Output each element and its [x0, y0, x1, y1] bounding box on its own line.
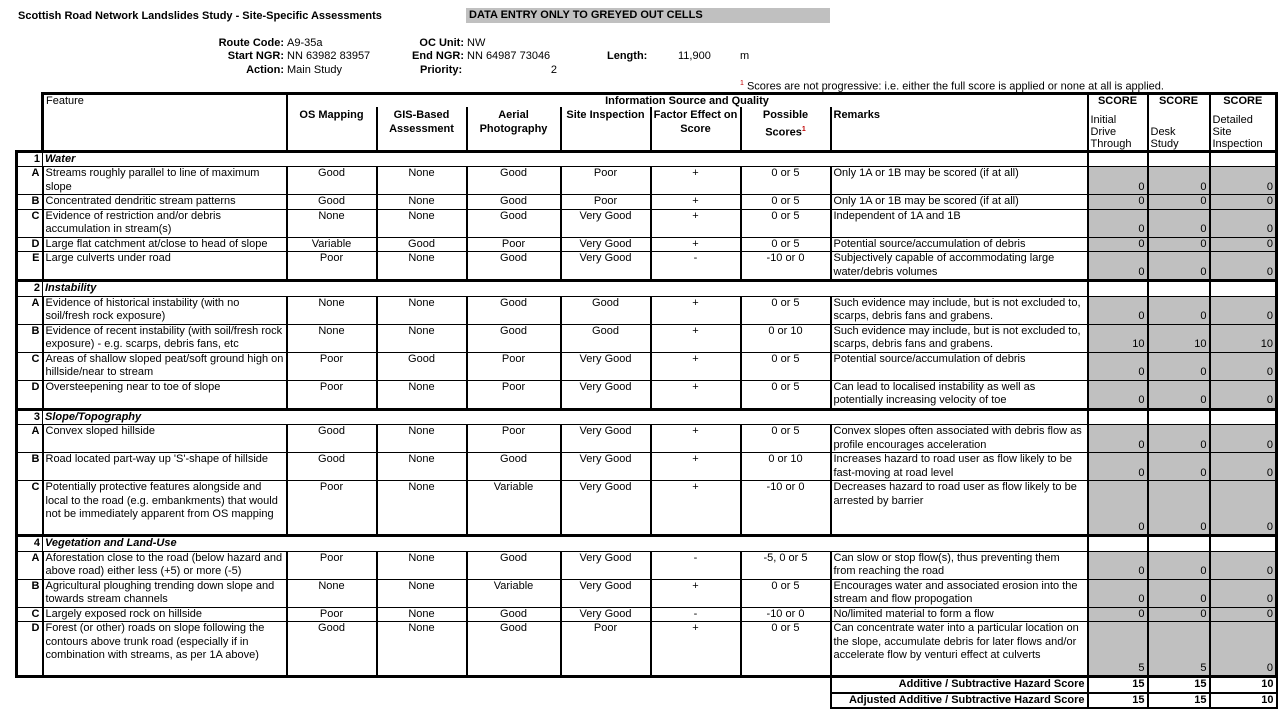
os-mapping-cell: Good: [287, 195, 377, 210]
possible-scores-cell: -10 or 0: [741, 607, 831, 622]
feature-cell: Large culverts under road: [43, 252, 287, 281]
aerial-cell: Good: [467, 195, 561, 210]
aerial-cell: Poor: [467, 237, 561, 252]
site-inspection-cell: Very Good: [561, 607, 651, 622]
score-initial-drive-input[interactable]: 0: [1088, 237, 1148, 252]
section-number: 2: [17, 281, 43, 297]
total-s3-value: 10: [1210, 677, 1277, 693]
possible-scores-cell: 0 or 5: [741, 167, 831, 195]
totals-label: Adjusted Additive / Subtractive Hazard Score: [831, 693, 1088, 709]
totals-spacer: [17, 677, 831, 693]
section-score-spacer: [1088, 409, 1148, 425]
feature-cell: Potentially protective features alongside and local to the road (e.g. embankments) that would not be immediately apparent from OS mapping: [43, 481, 287, 536]
table-row: [17, 551, 1277, 579]
possible-scores-cell: 0 or 5: [741, 380, 831, 409]
feature-cell: Evidence of restriction and/or debris accumulation in stream(s): [43, 209, 287, 237]
score-initial-drive-input[interactable]: 0: [1088, 453, 1148, 481]
header-row-1: [17, 94, 1277, 108]
table-row: [17, 380, 1277, 409]
factor-effect-cell: +: [651, 237, 741, 252]
aerial-cell: Good: [467, 167, 561, 195]
score-initial-drive-input[interactable]: 0: [1088, 380, 1148, 409]
score-initial-drive-input[interactable]: 0: [1088, 481, 1148, 536]
totals-row: [17, 677, 1277, 693]
score2-label: SCORE: [1148, 94, 1210, 108]
feature-cell: Road located part-way up 'S'-shape of hillside: [43, 453, 287, 481]
remarks-cell: Convex slopes often associated with debris flow as profile encourages acceleration: [831, 425, 1088, 453]
length-unit: m: [740, 50, 750, 62]
route-code-label: Route Code:: [218, 37, 284, 49]
col-site-inspection: Site Inspection: [561, 107, 651, 151]
total-s1-value: 15: [1088, 693, 1148, 709]
factor-effect-cell: +: [651, 195, 741, 210]
remarks-cell: Potential source/accumulation of debris: [831, 237, 1088, 252]
feature-cell: Large flat catchment at/close to head of slope: [43, 237, 287, 252]
section-score-spacer: [1210, 151, 1277, 167]
possible-scores-cell: 0 or 5: [741, 209, 831, 237]
row-id: C: [17, 352, 43, 380]
score-detailed-site-input[interactable]: 0: [1210, 209, 1277, 237]
feature-cell: Agricultural ploughing trending down slope and towards stream channels: [43, 579, 287, 607]
table-row: [17, 195, 1277, 210]
remarks-cell: Can slow or stop flow(s), thus preventing them from reaching the road: [831, 551, 1088, 579]
remarks-cell: Can concentrate water into a particular location on the slope, accumulate debris for later flows and/or accelerate flow by venturi effect at culverts: [831, 622, 1088, 677]
score-desk-study-input[interactable]: 0: [1148, 453, 1210, 481]
score-desk-study-input[interactable]: 5: [1148, 622, 1210, 677]
os-mapping-cell: Poor: [287, 551, 377, 579]
row-id: A: [17, 167, 43, 195]
score-desk-study-input[interactable]: 10: [1148, 324, 1210, 352]
remarks-cell: Increases hazard to road user as flow likely to be fast-moving at road level: [831, 453, 1088, 481]
factor-effect-cell: +: [651, 296, 741, 324]
factor-effect-cell: +: [651, 209, 741, 237]
section-name: Slope/Topography: [43, 409, 1088, 425]
row-id: A: [17, 296, 43, 324]
factor-effect-cell: +: [651, 453, 741, 481]
score-desk-study-input[interactable]: 0: [1148, 195, 1210, 210]
feature-cell: Evidence of recent instability (with soil/fresh rock exposure) - e.g. scarps, debris fans, etc: [43, 324, 287, 352]
row-id: D: [17, 237, 43, 252]
remarks-cell: Encourages water and associated erosion into the stream and flow propogation: [831, 579, 1088, 607]
factor-effect-cell: +: [651, 352, 741, 380]
os-mapping-cell: None: [287, 324, 377, 352]
table-row: [17, 579, 1277, 607]
feature-cell: Oversteepening near to toe of slope: [43, 380, 287, 409]
site-inspection-cell: Very Good: [561, 425, 651, 453]
site-inspection-cell: Poor: [561, 195, 651, 210]
site-inspection-cell: Very Good: [561, 209, 651, 237]
score-initial-drive-input[interactable]: 0: [1088, 579, 1148, 607]
score-desk-study-input[interactable]: 0: [1148, 252, 1210, 281]
aerial-cell: Good: [467, 296, 561, 324]
gis-cell: None: [377, 195, 467, 210]
score-initial-drive-input[interactable]: 0: [1088, 167, 1148, 195]
section-row: [17, 151, 1277, 167]
section-number: 3: [17, 409, 43, 425]
remarks-cell: Independent of 1A and 1B: [831, 209, 1088, 237]
row-id: A: [17, 551, 43, 579]
section-row: [17, 409, 1277, 425]
possible-scores-cell: 0 or 5: [741, 579, 831, 607]
score-detailed-site-input[interactable]: 0: [1210, 551, 1277, 579]
score-initial-drive-input[interactable]: 5: [1088, 622, 1148, 677]
gis-cell: None: [377, 551, 467, 579]
possible-scores-cell: 0 or 5: [741, 352, 831, 380]
aerial-cell: Good: [467, 324, 561, 352]
section-score-spacer: [1088, 151, 1148, 167]
feature-cell: Evidence of historical instability (with no soil/fresh rock exposure): [43, 296, 287, 324]
score-initial-drive-input[interactable]: 0: [1088, 296, 1148, 324]
score-desk-study-input[interactable]: 0: [1148, 237, 1210, 252]
site-inspection-cell: Very Good: [561, 237, 651, 252]
os-mapping-cell: Good: [287, 453, 377, 481]
site-inspection-cell: Good: [561, 296, 651, 324]
score-desk-study-input[interactable]: 0: [1148, 607, 1210, 622]
row-id: C: [17, 209, 43, 237]
remarks-cell: Subjectively capable of accommodating large water/debris volumes: [831, 252, 1088, 281]
score-detailed-site-input[interactable]: 10: [1210, 324, 1277, 352]
score-detailed-site-input[interactable]: 0: [1210, 425, 1277, 453]
aerial-cell: Good: [467, 607, 561, 622]
assessment-table: [15, 92, 1278, 709]
score-desk-study-input[interactable]: 0: [1148, 209, 1210, 237]
remarks-cell: Can lead to localised instability as well as potentially increasing velocity of toe: [831, 380, 1088, 409]
factor-effect-cell: +: [651, 380, 741, 409]
score-detailed-site-input[interactable]: 0: [1210, 352, 1277, 380]
gis-cell: Good: [377, 237, 467, 252]
remarks-cell: No/limited material to form a flow: [831, 607, 1088, 622]
site-inspection-cell: Very Good: [561, 551, 651, 579]
possible-scores-cell: 0 or 10: [741, 453, 831, 481]
os-mapping-cell: Poor: [287, 481, 377, 536]
table-row: [17, 622, 1277, 677]
data-entry-banner: DATA ENTRY ONLY TO GREYED OUT CELLS: [466, 8, 830, 23]
gis-cell: None: [377, 209, 467, 237]
row-id: D: [17, 380, 43, 409]
gis-cell: None: [377, 481, 467, 536]
score-detailed-site-input[interactable]: 0: [1210, 607, 1277, 622]
length-value[interactable]: 11,900: [678, 50, 711, 62]
site-inspection-cell: Very Good: [561, 352, 651, 380]
remarks-cell: Potential source/accumulation of debris: [831, 352, 1088, 380]
col-score-desk-study: Desk Study: [1148, 107, 1210, 151]
score-desk-study-input[interactable]: 0: [1148, 481, 1210, 536]
factor-effect-cell: +: [651, 579, 741, 607]
route-code-value[interactable]: A9-35a: [287, 37, 323, 49]
os-mapping-cell: None: [287, 579, 377, 607]
table-row: [17, 352, 1277, 380]
table-row: [17, 425, 1277, 453]
table-row: [17, 296, 1277, 324]
gis-cell: None: [377, 453, 467, 481]
possible-scores-cell: -10 or 0: [741, 252, 831, 281]
section-number: 1: [17, 151, 43, 167]
factor-effect-cell: -: [651, 252, 741, 281]
total-s1-value: 15: [1088, 677, 1148, 693]
aerial-cell: Good: [467, 551, 561, 579]
col-gis: GIS-Based Assessment: [377, 107, 467, 151]
score-initial-drive-input[interactable]: 0: [1088, 195, 1148, 210]
table-row: [17, 324, 1277, 352]
factor-effect-cell: -: [651, 551, 741, 579]
possible-scores-cell: -5, 0 or 5: [741, 551, 831, 579]
row-id: A: [17, 425, 43, 453]
row-id: D: [17, 622, 43, 677]
footnote: [740, 80, 1164, 93]
end-ngr-label: End NGR:: [412, 50, 464, 62]
score-detailed-site-input[interactable]: 0: [1210, 252, 1277, 281]
feature-cell: Convex sloped hillside: [43, 425, 287, 453]
score-initial-drive-input[interactable]: 0: [1088, 252, 1148, 281]
os-mapping-cell: Poor: [287, 352, 377, 380]
section-row: [17, 281, 1277, 297]
table-row: [17, 481, 1277, 536]
possible-scores-cell: 0 or 10: [741, 324, 831, 352]
gis-cell: None: [377, 579, 467, 607]
col-aerial: Aerial Photography: [467, 107, 561, 151]
remarks-cell: Decreases hazard to road user as flow likely to be arrested by barrier: [831, 481, 1088, 536]
col-possible-scores: Possible Scores$^1$: [741, 107, 831, 151]
table-row: [17, 252, 1277, 281]
score-initial-drive-input[interactable]: 0: [1088, 607, 1148, 622]
site-inspection-cell: Very Good: [561, 579, 651, 607]
os-mapping-cell: None: [287, 209, 377, 237]
score-detailed-site-input[interactable]: 0: [1210, 195, 1277, 210]
gis-cell: None: [377, 296, 467, 324]
aerial-cell: Good: [467, 252, 561, 281]
section-score-spacer: [1210, 536, 1277, 552]
totals-label: Additive / Subtractive Hazard Score: [831, 677, 1088, 693]
row-id: E: [17, 252, 43, 281]
gis-cell: None: [377, 425, 467, 453]
table-row: [17, 453, 1277, 481]
section-name: Vegetation and Land-Use: [43, 536, 1088, 552]
section-score-spacer: [1210, 281, 1277, 297]
os-mapping-cell: None: [287, 296, 377, 324]
aerial-cell: Poor: [467, 352, 561, 380]
feature-cell: Streams roughly parallel to line of maximum slope: [43, 167, 287, 195]
section-number: 4: [17, 536, 43, 552]
factor-effect-cell: -: [651, 607, 741, 622]
feature-cell: Forest (or other) roads on slope following the contours above trunk road (especially if in combination with streams, as per 1A above): [43, 622, 287, 677]
score-detailed-site-input[interactable]: 0: [1210, 579, 1277, 607]
score-detailed-site-input[interactable]: 0: [1210, 167, 1277, 195]
score-detailed-site-input[interactable]: 0: [1210, 481, 1277, 536]
feature-cell: Areas of shallow sloped peat/soft ground high on hillside/near to stream: [43, 352, 287, 380]
factor-effect-cell: +: [651, 167, 741, 195]
length-label: Length:: [607, 50, 648, 62]
os-mapping-cell: Poor: [287, 380, 377, 409]
start-ngr-label: Start NGR:: [227, 50, 284, 62]
site-inspection-cell: Very Good: [561, 380, 651, 409]
os-mapping-cell: Poor: [287, 252, 377, 281]
os-mapping-cell: Good: [287, 622, 377, 677]
factor-effect-cell: +: [651, 425, 741, 453]
possible-scores-cell: 0 or 5: [741, 622, 831, 677]
section-score-spacer: [1148, 151, 1210, 167]
site-inspection-cell: Very Good: [561, 252, 651, 281]
score-detailed-site-input[interactable]: 0: [1210, 380, 1277, 409]
score-desk-study-input[interactable]: 0: [1148, 579, 1210, 607]
row-id: B: [17, 195, 43, 210]
os-mapping-cell: Variable: [287, 237, 377, 252]
site-inspection-cell: Good: [561, 324, 651, 352]
remarks-cell: Such evidence may include, but is not excluded to, scarps, debris fans and grabens.: [831, 324, 1088, 352]
possible-scores-cell: 0 or 5: [741, 296, 831, 324]
remarks-cell: Such evidence may include, but is not excluded to, scarps, debris fans and grabens.: [831, 296, 1088, 324]
total-s2-value: 15: [1148, 693, 1210, 709]
score-initial-drive-input[interactable]: 0: [1088, 425, 1148, 453]
section-score-spacer: [1148, 536, 1210, 552]
score-initial-drive-input[interactable]: 0: [1088, 209, 1148, 237]
row-id: B: [17, 324, 43, 352]
remarks-cell: Only 1A or 1B may be scored (if at all): [831, 167, 1088, 195]
gis-cell: None: [377, 324, 467, 352]
factor-effect-cell: +: [651, 481, 741, 536]
possible-scores-cell: -10 or 0: [741, 481, 831, 536]
aerial-cell: Good: [467, 209, 561, 237]
footnote-mark: 1: [740, 80, 744, 87]
feature-cell: Largely exposed rock on hillside: [43, 607, 287, 622]
aerial-cell: Poor: [467, 425, 561, 453]
start-ngr-value[interactable]: NN 63982 83957: [287, 50, 371, 62]
col-score-initial-drive: Initial Drive Through: [1088, 107, 1148, 151]
col-score-detailed-site: Detailed Site Inspection: [1210, 107, 1277, 151]
end-ngr-value[interactable]: NN 64987 73046: [467, 50, 551, 62]
score-initial-drive-input[interactable]: 0: [1088, 352, 1148, 380]
gis-cell: None: [377, 167, 467, 195]
section-name: Instability: [43, 281, 1088, 297]
row-id: C: [17, 607, 43, 622]
site-inspection-cell: Very Good: [561, 481, 651, 536]
score-detailed-site-input[interactable]: 0: [1210, 296, 1277, 324]
row-id: B: [17, 453, 43, 481]
section-score-spacer: [1148, 281, 1210, 297]
action-label: Action:: [246, 64, 284, 76]
score-detailed-site-input[interactable]: 0: [1210, 453, 1277, 481]
col-feature: Feature: [43, 94, 287, 152]
section-score-spacer: [1210, 409, 1277, 425]
os-mapping-cell: Good: [287, 167, 377, 195]
col-info-group: Information Source and Quality: [287, 94, 1088, 108]
site-inspection-cell: Poor: [561, 622, 651, 677]
os-mapping-cell: Good: [287, 425, 377, 453]
gis-cell: None: [377, 622, 467, 677]
total-s2-value: 15: [1148, 677, 1210, 693]
score-initial-drive-input[interactable]: 10: [1088, 324, 1148, 352]
factor-effect-cell: +: [651, 324, 741, 352]
section-name: Water: [43, 151, 1088, 167]
document-title: Scottish Road Network Landslides Study - Site-Specific Assessments: [18, 10, 382, 22]
score-desk-study-input[interactable]: 0: [1148, 425, 1210, 453]
col-remarks: Remarks: [831, 107, 1088, 151]
table-row: [17, 167, 1277, 195]
score1-label: SCORE: [1088, 94, 1148, 108]
aerial-cell: Good: [467, 453, 561, 481]
col-os-mapping: OS Mapping: [287, 107, 377, 151]
table-row: [17, 607, 1277, 622]
table-row: [17, 237, 1277, 252]
total-s3-value: 10: [1210, 693, 1277, 709]
aerial-cell: Variable: [467, 481, 561, 536]
totals-row: [17, 693, 1277, 709]
aerial-cell: Good: [467, 622, 561, 677]
score-desk-study-input[interactable]: 0: [1148, 296, 1210, 324]
score-desk-study-input[interactable]: 0: [1148, 167, 1210, 195]
feature-cell: Aforestation close to the road (below hazard and above road) either less (+5) or more (-5): [43, 551, 287, 579]
footnote-text: Scores are not progressive: i.e. either the full score is applied or none at all is applied.: [746, 80, 1164, 93]
totals-spacer: [17, 693, 831, 709]
aerial-cell: Variable: [467, 579, 561, 607]
gis-cell: None: [377, 380, 467, 409]
score-desk-study-input[interactable]: 0: [1148, 551, 1210, 579]
priority-label: Priority:: [420, 64, 463, 76]
aerial-cell: Poor: [467, 380, 561, 409]
oc-unit-value[interactable]: NW: [467, 37, 486, 49]
table-row: [17, 209, 1277, 237]
gis-cell: Good: [377, 352, 467, 380]
section-score-spacer: [1088, 281, 1148, 297]
priority-value[interactable]: 2: [550, 64, 557, 76]
score-initial-drive-input[interactable]: 0: [1088, 551, 1148, 579]
remarks-cell: Only 1A or 1B may be scored (if at all): [831, 195, 1088, 210]
row-id: B: [17, 579, 43, 607]
section-score-spacer: [1088, 536, 1148, 552]
section-score-spacer: [1148, 409, 1210, 425]
score-detailed-site-input[interactable]: 0: [1210, 237, 1277, 252]
score3-label: SCORE: [1210, 94, 1277, 108]
section-row: [17, 536, 1277, 552]
action-value[interactable]: Main Study: [287, 64, 343, 76]
factor-effect-cell: +: [651, 622, 741, 677]
possible-scores-cell: 0 or 5: [741, 237, 831, 252]
gis-cell: None: [377, 607, 467, 622]
score-desk-study-input[interactable]: 0: [1148, 380, 1210, 409]
score-detailed-site-input[interactable]: 0: [1210, 622, 1277, 677]
col-factor-effect: Factor Effect on Score: [651, 107, 741, 151]
possible-scores-cell: 0 or 5: [741, 195, 831, 210]
gis-cell: None: [377, 252, 467, 281]
row-id: C: [17, 481, 43, 536]
site-inspection-cell: Very Good: [561, 453, 651, 481]
site-inspection-cell: Poor: [561, 167, 651, 195]
score-desk-study-input[interactable]: 0: [1148, 352, 1210, 380]
os-mapping-cell: Poor: [287, 607, 377, 622]
feature-cell: Concentrated dendritic stream patterns: [43, 195, 287, 210]
oc-unit-label: OC Unit:: [419, 37, 464, 49]
possible-scores-cell: 0 or 5: [741, 425, 831, 453]
